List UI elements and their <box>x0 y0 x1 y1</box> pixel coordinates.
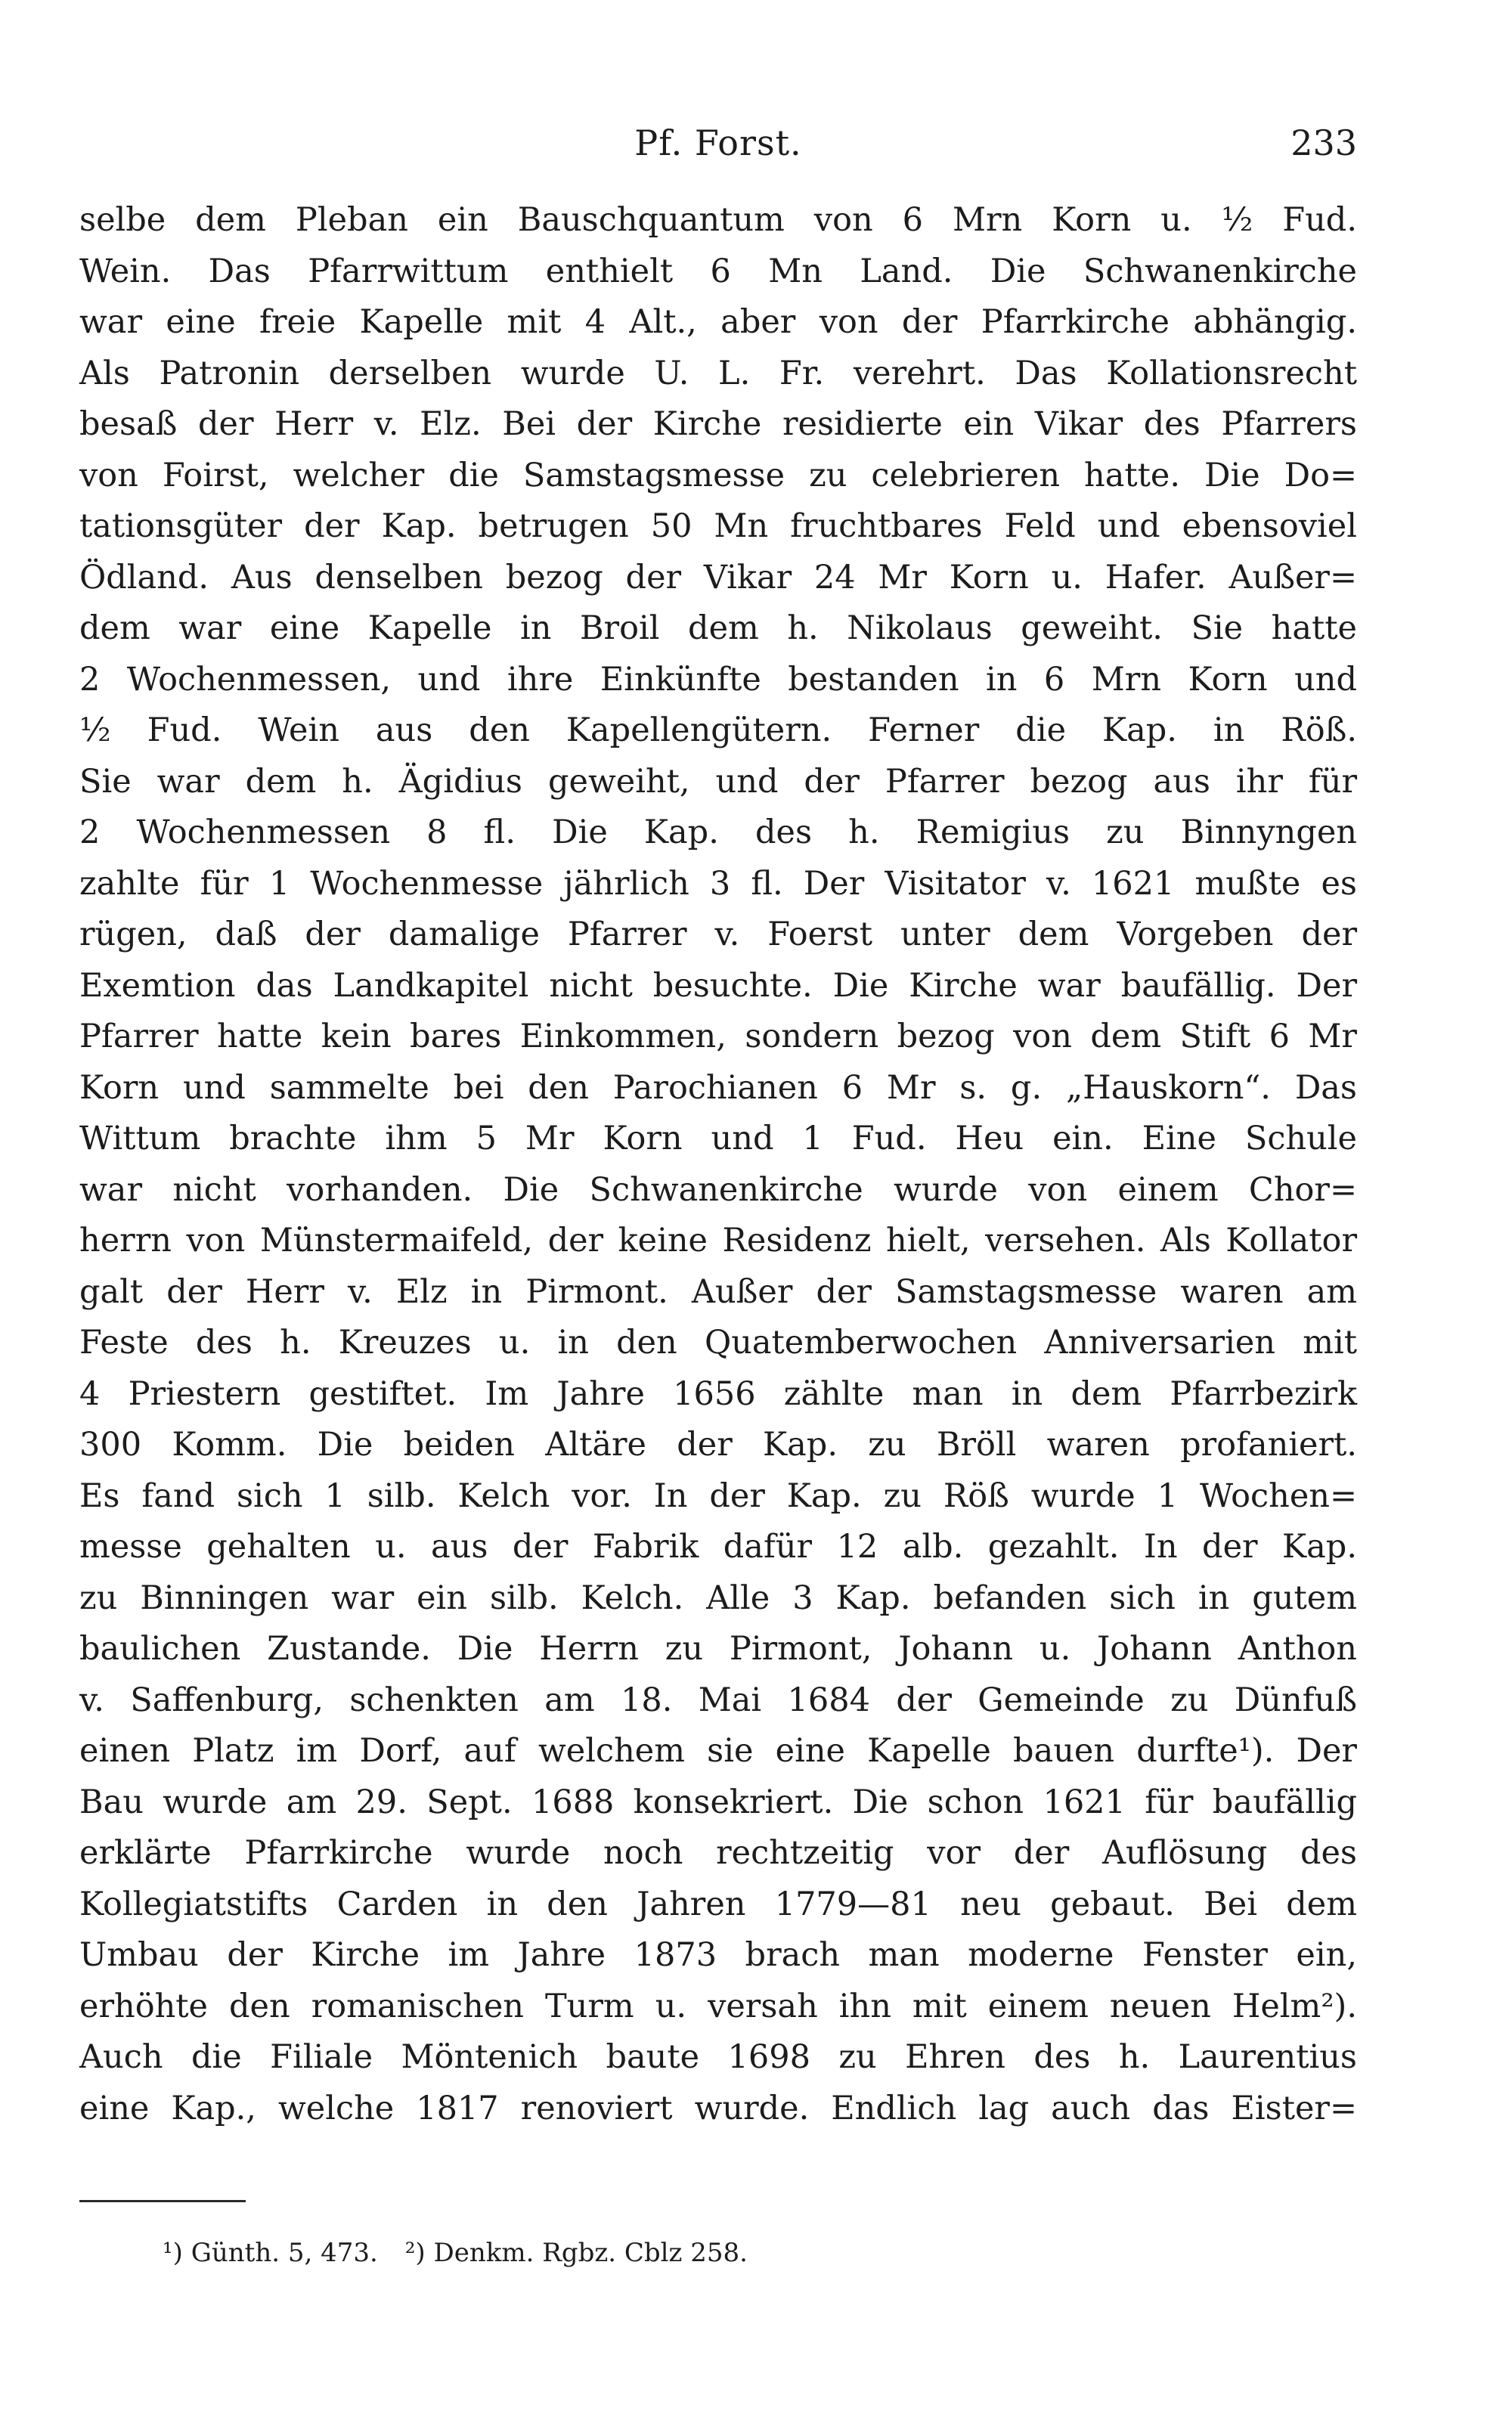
text-line: besaß der Herr v. Elz. Bei der Kirche residierte ein Vikar des Pfarrers <box>79 405 1357 443</box>
text-line: v. Saffenburg, schenkten am 18. Mai 1684 der Gemeinde zu Dünfuß <box>79 1681 1357 1719</box>
text-line: Wein. Das Pfarrwittum enthielt 6 Mn Land. Die Schwanenkirche <box>79 252 1357 290</box>
text-line: eine Kap., welche 1817 renoviert wurde. Endlich lag auch das Eister= <box>79 2089 1357 2127</box>
text-line: Es fand sich 1 silb. Kelch vor. In der Kap. zu Röß wurde 1 Wochen= <box>79 1476 1357 1515</box>
text-line: Sie war dem h. Ägidius geweiht, und der Pfarrer bezog aus ihr für <box>79 762 1357 801</box>
text-line: messe gehalten u. aus der Fabrik dafür 12 alb. gezahlt. In der Kap. <box>79 1528 1357 1566</box>
text-line: tationsgüter der Kap. betrugen 50 Mn fruchtbares Feld und ebensoviel <box>79 507 1357 545</box>
text-line: baulichen Zustande. Die Herrn zu Pirmont, Johann u. Johann Anthon <box>79 1630 1357 1668</box>
text-line: Kollegiatstifts Carden in den Jahren 1779—81 neu gebaut. Bei dem <box>79 1885 1357 1923</box>
text-line: dem war eine Kapelle in Broil dem h. Nikolaus geweiht. Sie hatte <box>79 609 1357 647</box>
running-head <box>79 106 1357 174</box>
text-line: erklärte Pfarrkirche wurde noch rechtzeitig vor der Auflösung des <box>79 1834 1357 1872</box>
text-line: einen Platz im Dorf, auf welchem sie eine Kapelle bauen durfte¹). Der <box>79 1732 1357 1770</box>
text-line: Ödland. Aus denselben bezog der Vikar 24 Mr Korn u. Hafer. Außer= <box>79 558 1357 596</box>
text-line: 300 Komm. Die beiden Altäre der Kap. zu Bröll waren profaniert. <box>79 1426 1357 1464</box>
text-line: Umbau der Kirche im Jahre 1873 brach man moderne Fenster ein, <box>79 1936 1357 1974</box>
text-line: erhöhte den romanischen Turm u. versah ihn mit einem neuen Helm²). <box>79 1987 1357 2025</box>
text-line: Als Patronin derselben wurde U. L. Fr. verehrt. Das Kollationsrecht <box>79 354 1357 392</box>
text-line: 2 Wochenmessen 8 fl. Die Kap. des h. Remigius zu Binnyngen <box>79 813 1357 851</box>
running-title: Pf. Forst. <box>634 122 802 163</box>
footnotes <box>163 2236 748 2270</box>
text-line: Pfarrer hatte kein bares Einkommen, sondern bezog von dem Stift 6 Mr <box>79 1018 1357 1055</box>
text-line: zahlte für 1 Wochenmesse jährlich 3 fl. Der Visitator v. 1621 mußte es <box>79 864 1357 903</box>
text-line: war nicht vorhanden. Die Schwanenkirche wurde von einem Chor= <box>79 1170 1357 1209</box>
text-line: Auch die Filiale Möntenich baute 1698 zu Ehren des h. Laurentius <box>79 2038 1357 2076</box>
footnote-1: ¹) Günth. 5, 473. <box>163 2238 378 2268</box>
text-line: rügen, daß der damalige Pfarrer v. Foerst unter dem Vorgeben der <box>79 916 1357 953</box>
text-line: Korn und sammelte bei den Parochianen 6 Mr s. g. „Hauskorn“. Das <box>79 1068 1357 1107</box>
text-line: Wittum brachte ihm 5 Mr Korn und 1 Fud. Heu ein. Eine Schule <box>79 1120 1357 1157</box>
text-line: Feste des h. Kreuzes u. in den Quatemberwochen Anniversarien mit <box>79 1324 1357 1362</box>
body-text <box>79 195 1357 2134</box>
text-line: ½ Fud. Wein aus den Kapellengütern. Ferner die Kap. in Röß. <box>79 711 1357 749</box>
text-line: 4 Priestern gestiftet. Im Jahre 1656 zählte man in dem Pfarrbezirk <box>79 1374 1357 1413</box>
text-line: herrn von Münstermaifeld, der keine Residenz hielt, versehen. Als Kollator <box>79 1222 1357 1260</box>
footnote-2: ²) Denkm. Rgbz. Cblz 258. <box>404 2238 748 2268</box>
text-line: war eine freie Kapelle mit 4 Alt., aber von der Pfarrkirche abhängig. <box>79 303 1357 341</box>
text-line: zu Binningen war ein silb. Kelch. Alle 3 Kap. befanden sich in gutem <box>79 1579 1357 1617</box>
text-line: Exemtion das Landkapitel nicht besuchte. Die Kirche war baufällig. Der <box>79 966 1357 1005</box>
footnote-divider <box>79 2200 246 2202</box>
page-number: 233 <box>1290 122 1357 163</box>
text-line: galt der Herr v. Elz in Pirmont. Außer der Samstagsmesse waren am <box>79 1272 1357 1311</box>
text-line: 2 Wochenmessen, und ihre Einkünfte bestanden in 6 Mrn Korn und <box>79 660 1357 699</box>
text-line: von Foirst, welcher die Samstagsmesse zu celebrieren hatte. Die Do= <box>79 456 1357 494</box>
book-page <box>79 106 1357 2298</box>
text-line: selbe dem Pleban ein Bauschquantum von 6 Mrn Korn u. ½ Fud. <box>79 201 1357 239</box>
text-line: Bau wurde am 29. Sept. 1688 konsekriert. Die schon 1621 für baufällig <box>79 1783 1357 1821</box>
